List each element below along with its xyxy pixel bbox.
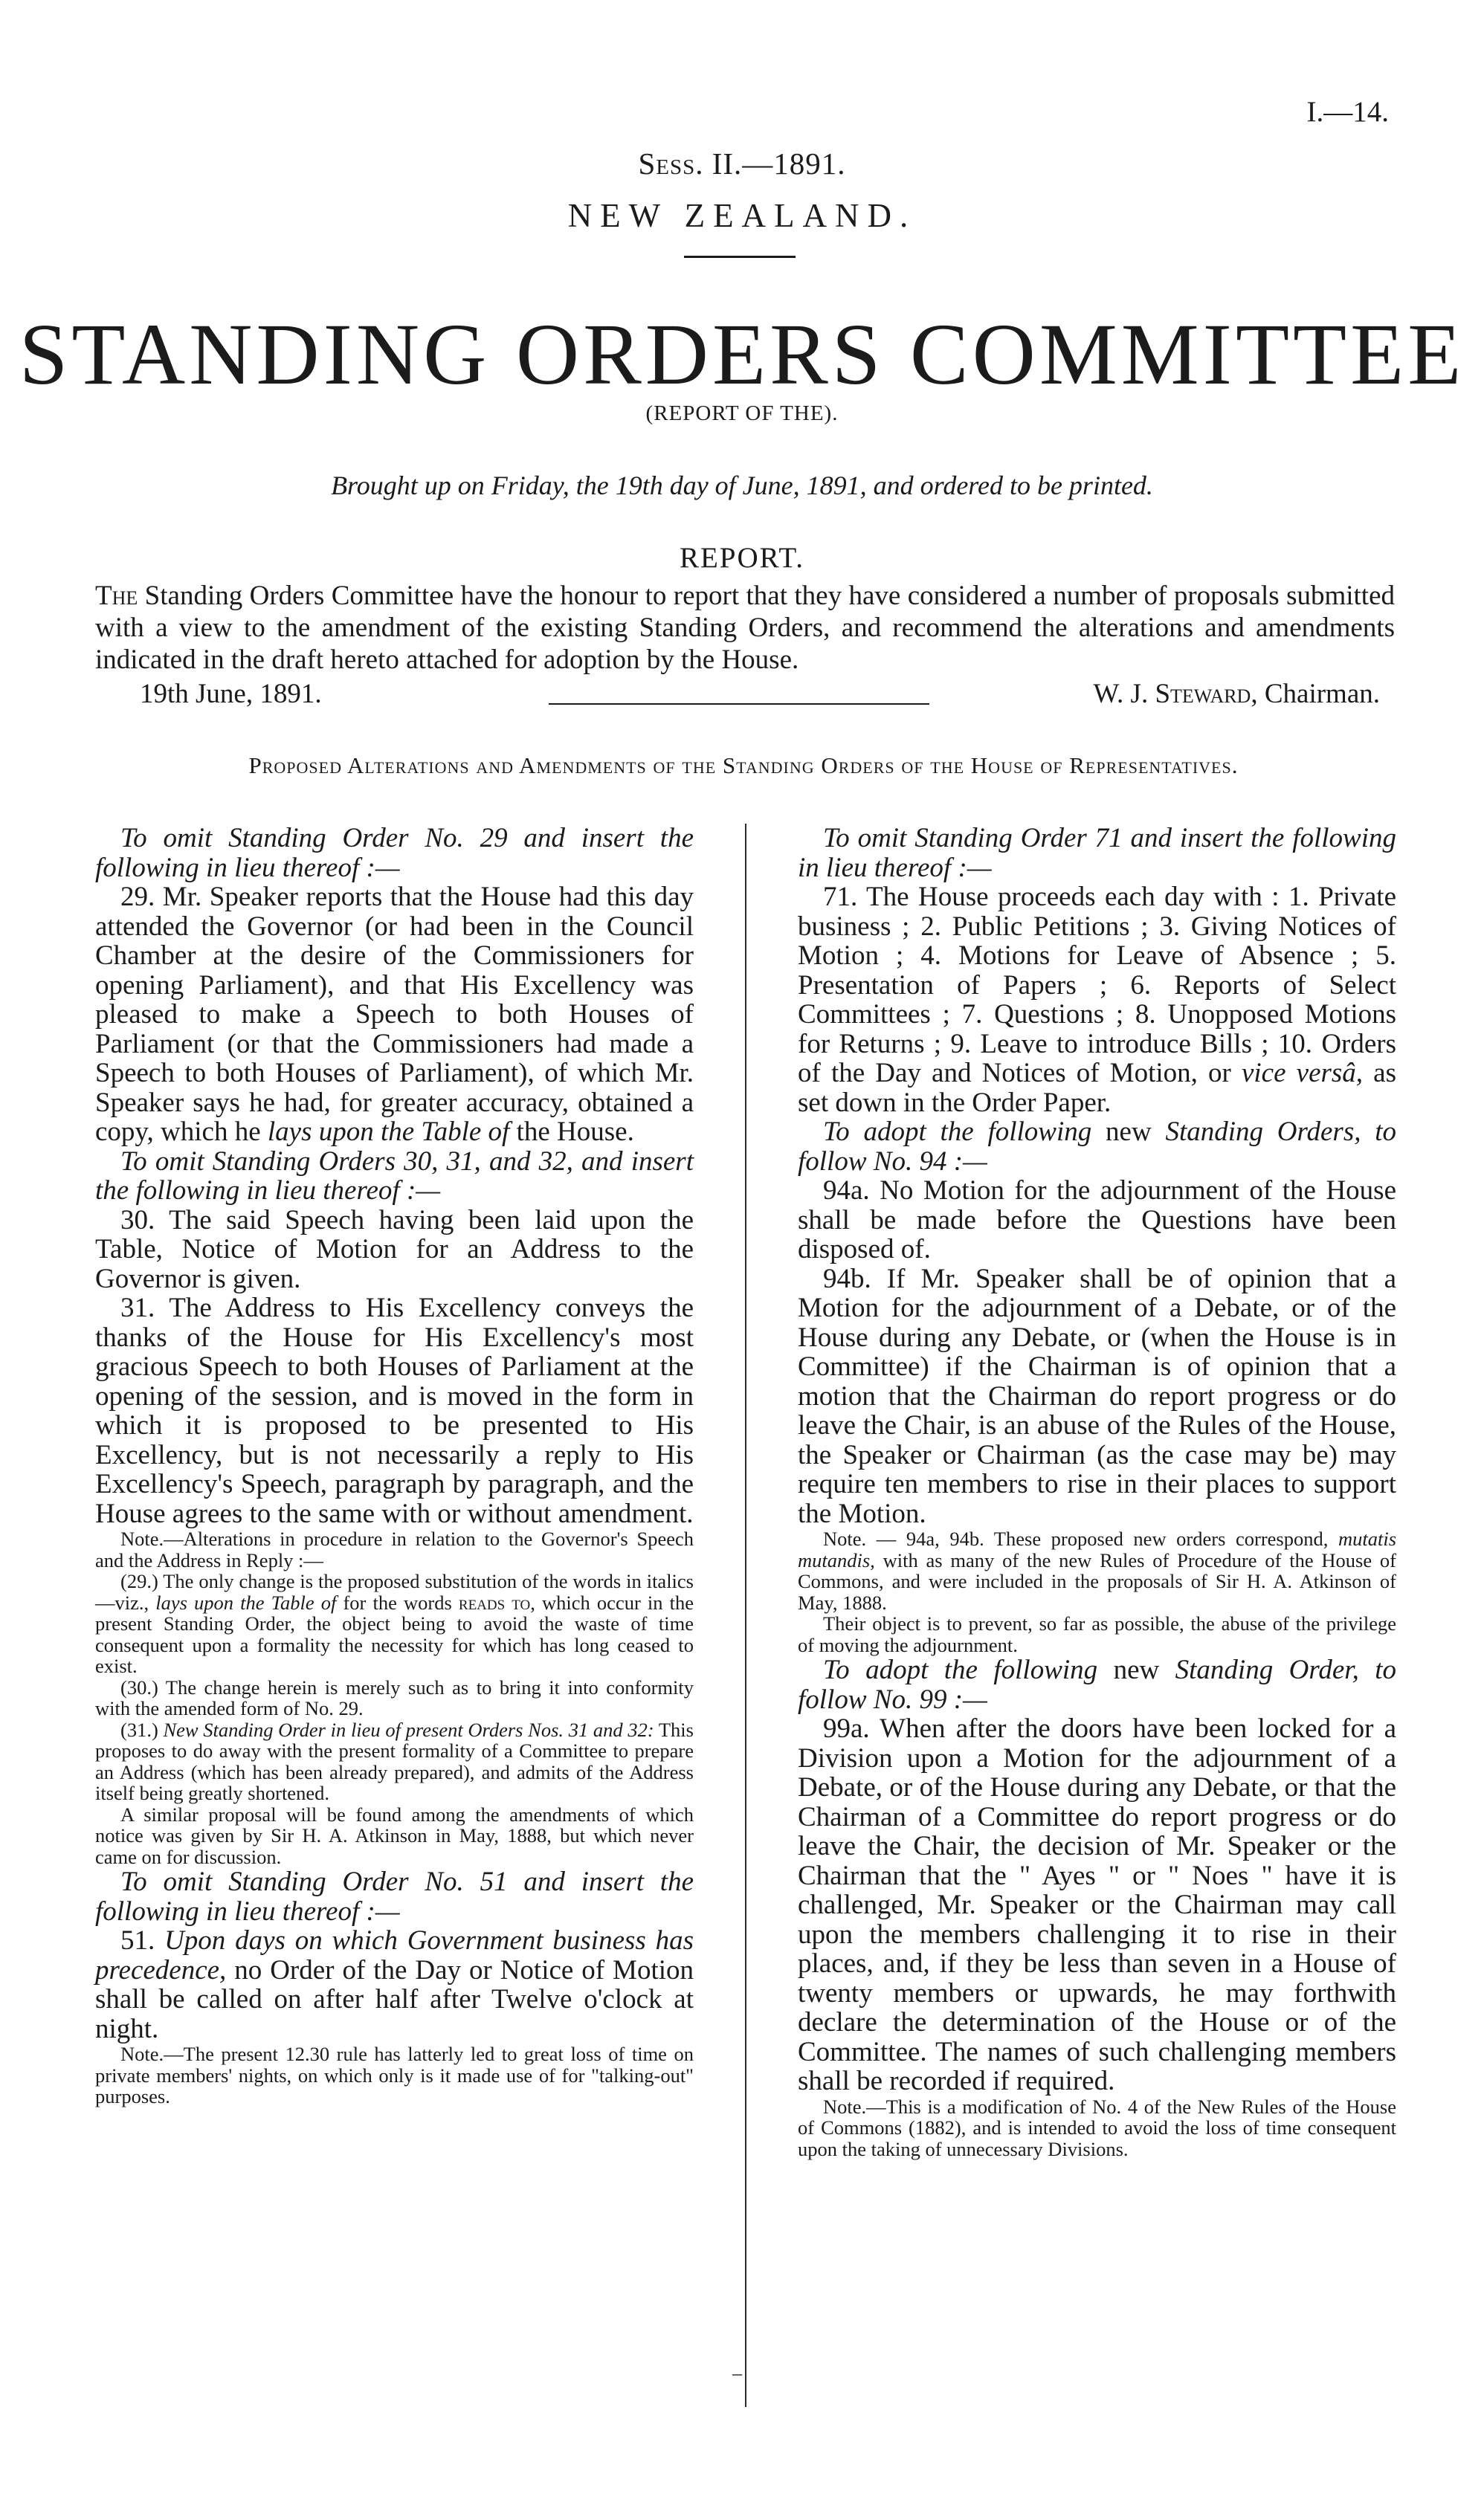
instruction-30-32-text: To omit Standing Orders 30, 31, and 32, and insert the following in lieu thereof :— [95, 1146, 694, 1206]
order-71-text: 71. The House proceeds each day with : 1. Private business ; 2. Public Petitions ; 3. Giving Notices of Motion ; 4. Motions for Leave of Absence ; 5. Presentation of Papers ; 6. Reports of Select Committees ; 7. Questions ; 8. Unopposed Motions for Returns ; 9. Leave to introduce Bills ; 10. Orders of the Day and Notices of Motion, or [798, 882, 1396, 1088]
order-94b: 94b. If Mr. Speaker shall be of opinion that a Motion for the adjournment of a Debate, or of the House during any Debate, or (when the House is in Committee) if the Chairman is of opinion that a motion that the Chairman do report progress or do leave the Chair, is an abuse of the Rules of the House, the Speaker or Chairman (as the case may be) may require ten members to rise in their places to support the Motion. [798, 1263, 1396, 1529]
note-31-num: (31.) [120, 1718, 158, 1741]
column-divider [745, 824, 746, 2407]
order-51-text: no Order of the Day or Notice of Motion shall be called on after half after Twelve o'clock at night. [95, 1954, 694, 2044]
order-31: 31. The Address to His Excellency conveys the thanks of the House for His Excellency's most gracious Speech to both Houses of Parliament at the opening of the session, and is moved in the form in which it is proposed to be presented to His Excellency, but is not necessarily a reply to His Excellency's Speech, paragraph by paragraph, and the House agrees to the same with or without amendment. [95, 1293, 694, 1529]
title-rule [684, 256, 796, 258]
order-51-italic: Upon days on which Government business has precedence, [95, 1925, 694, 1986]
note-31-text: This proposes to do away with the present formality of a Committee to prepare an Address (which has been already prepared), and admits of the Address itself being greatly shortened. [95, 1718, 694, 1804]
order-51 [95, 1926, 694, 2044]
report-date: 19th June, 1891. [140, 679, 322, 709]
instruction-99 [798, 1655, 1396, 1714]
report-signature [1094, 678, 1380, 710]
note-94-a: Note. — 94a, 94b. These proposed new orders correspond, [823, 1528, 1329, 1550]
instruction-99-c: Standing Order, to follow No. 99 :— [798, 1655, 1396, 1715]
note-29-caps: reads to, [458, 1591, 535, 1614]
note-29-a: (29.) The only change is the proposed substitution of the words in italics—viz., [95, 1570, 694, 1614]
country-line: NEW ZEALAND. [567, 197, 917, 234]
document-number: I.—14. [1306, 96, 1389, 128]
note-29-e: which occur in the present Standing Order, the object being to avoid the waste of time consequent upon a formality the necessity for which has long ceased to exist. [95, 1591, 694, 1677]
report-heading: REPORT. [679, 542, 805, 574]
instruction-94-a: To adopt the following [823, 1117, 1092, 1147]
instruction-71-text: To omit Standing Order 71 and insert the following in lieu thereof :— [798, 823, 1396, 883]
subtitle: (REPORT OF THE). [645, 401, 839, 425]
instruction-94-new: new [1106, 1117, 1152, 1147]
main-title: STANDING ORDERS COMMITTEE [19, 306, 1465, 403]
order-29-end: the House. [516, 1117, 634, 1147]
instruction-99-a: To adopt the following [823, 1655, 1098, 1685]
margin-dash: – [732, 2362, 742, 2384]
note-governors-speech: Note.—Alterations in procedure in relation to the Governor's Speech and the Address in Reply :— [95, 1528, 694, 1571]
session-line: Sess. II.—1891. [638, 146, 846, 181]
order-71-end: as set down in the Order Paper. [798, 1058, 1396, 1118]
order-30: 30. The said Speech having been laid upon the Table, Notice of Motion for an Address to the Governor is given. [95, 1204, 694, 1294]
left-column [95, 824, 694, 2107]
note-94-c: with as many of the new Rules of Procedure of the House of Commons, and were included in the proposals of Sir H. A. Atkinson of May, 1888. [798, 1548, 1397, 1614]
instruction-51-text: To omit Standing Order No. 51 and insert the following in lieu thereof :— [95, 1867, 694, 1927]
note-51: Note.—The present 12.30 rule has latterly led to great loss of time on private members' nights, on which only is it made use of for "talking-out" purposes. [95, 2043, 694, 2107]
report-text: Standing Orders Committee have the honour to report that they have considered a number of proposals submitted with a view to the amendment of the existing Standing Orders, and recommend the alterations and amendments indicated in the draft hereto attached for adoption by the House. [95, 581, 1396, 675]
note-94-object: Their object is to prevent, so far as possible, the abuse of the privilege of moving the adjournment. [798, 1612, 1396, 1656]
signature-rule [549, 703, 929, 705]
instruction-30-32 [95, 1147, 694, 1206]
instruction-71 [798, 824, 1396, 882]
order-94a: 94a. No Motion for the adjournment of the House shall be made before the Questions have been disposed of. [798, 1175, 1396, 1264]
note-29-c: for the words [343, 1591, 452, 1614]
note-30: (30.) The change herein is merely such as to bring it into conformity with the amended form of No. 29. [95, 1676, 694, 1719]
signatory-name: W. J. Steward, [1093, 679, 1258, 709]
note-31-italic: New Standing Order in lieu of present Orders Nos. 31 and 32: [163, 1718, 654, 1741]
instruction-29-text: To omit Standing Order No. 29 and insert the following in lieu thereof :— [95, 823, 694, 883]
order-51-num: 51. [120, 1925, 155, 1956]
note-29-italic: lays upon the Table of [155, 1591, 337, 1614]
note-99a: Note.—This is a modification of No. 4 of the New Rules of the House of Commons (1882), and is intended to avoid the loss of time consequent upon the taking of unnecessary Divisions. [798, 2095, 1396, 2160]
order-29 [95, 882, 694, 1147]
order-71 [798, 882, 1396, 1117]
report-lead-word: The [95, 581, 138, 611]
instruction-99-new: new [1113, 1655, 1160, 1685]
proposed-heading: Proposed Alterations and Amendments of the Standing Orders of the House of Representatives. [248, 752, 1239, 778]
note-31 [95, 1719, 694, 1804]
note-94 [798, 1528, 1396, 1613]
signatory-role: Chairman. [1264, 679, 1380, 709]
instruction-51 [95, 1867, 694, 1926]
right-column [798, 824, 1396, 2159]
order-99a: 99a. When after the doors have been locked for a Division upon a Motion for the adjournment of a Debate, or of the House during any Debate, or that the Chairman of a Committee do report progress or do leave the Chair, the decision of Mr. Speaker or the Chairman that the " Ayes " or " Noes " have it is challenged, Mr. Speaker or the Chairman may call upon the members challenging it to rise in their places, and, if they be less than seven in a House of twenty members or upwards, he may forthwith declare the determination of the House or of the Committee. The names of such challenging members shall be recorded if required. [798, 1713, 1396, 2096]
order-29-text: 29. Mr. Speaker reports that the House had this day attended the Governor (or had been in the Council Chamber at the desire of the Commissioners for opening Parliament), and that His Excellency was pleased to make a Speech to both Houses of Parliament (or that the Commissioners had made a Speech to both Houses of Parliament), of which Mr. Speaker says he had, for greater accuracy, obtained a copy, which he [95, 882, 694, 1147]
instruction-94 [798, 1117, 1396, 1176]
note-similar-proposal: A similar proposal will be found among the amendments of which notice was given by Sir H. A. Atkinson in May, 1888, but which never came on for discussion. [95, 1803, 694, 1868]
brought-up-line: Brought up on Friday, the 19th day of June, 1891, and ordered to be printed. [331, 471, 1153, 500]
instruction-29 [95, 824, 694, 882]
instruction-94-c: Standing Orders, to follow No. 94 :— [798, 1117, 1397, 1177]
order-71-italic: vice versâ, [1241, 1058, 1364, 1088]
order-29-italic: lays upon the Table of [267, 1117, 510, 1147]
note-29 [95, 1571, 694, 1677]
note-94-italic: mutatis mutandis, [798, 1528, 1397, 1571]
report-body [95, 580, 1395, 676]
